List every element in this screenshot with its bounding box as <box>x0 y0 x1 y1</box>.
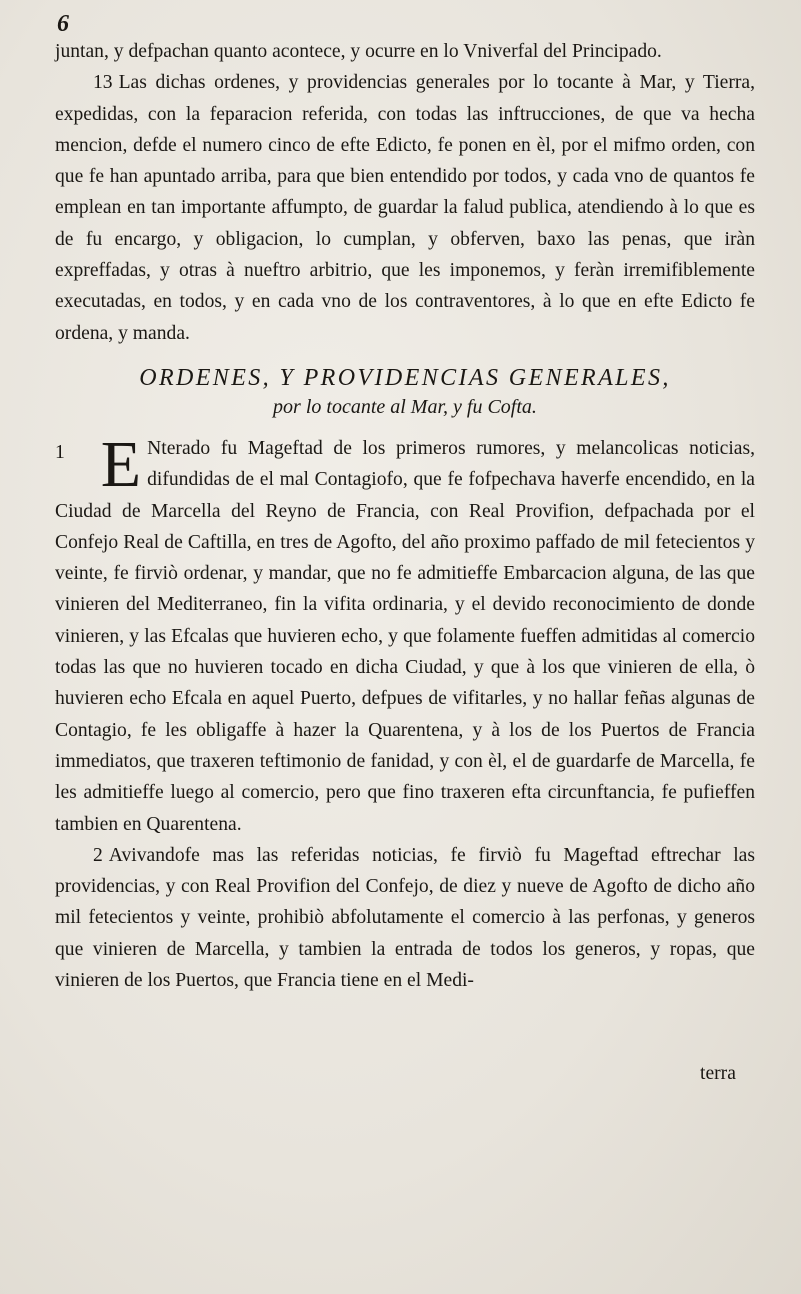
section-heading: ORDENES, Y PROVIDENCIAS GENERALES, <box>139 364 671 391</box>
paragraph-number: 2 <box>93 844 103 866</box>
paragraph-number: 1 <box>55 441 65 463</box>
section-subheading: por lo tocante al Mar, y fu Cofta. <box>273 395 537 418</box>
paragraph-2 <box>55 840 755 996</box>
paragraph-text: Las dichas ordenes, y providencias generales por lo tocante à Mar, y Tierra, expedidas, con la feparacion referida, con todas las inftrucciones, de que va hecha mencion, defde el numero cinco de efte Edicto, fe ponen en èl, por el mifmo orden, con que fe han apuntado arriba, para que bien entendido por todos, y cada vno de quantos fe emplean en tan importante affumpto, de guardar la falud publica, atendiendo à lo que es de fu encargo, y obligacion, lo cumplan, y obferven, baxo las penas, que iràn expreffadas, y otras à nueftro arbitrio, que les imponemos, y feràn irremifiblemente executadas, en todos, y en cada vno de los contraventores, à lo que en efte Edicto fe ordena, y manda. <box>55 72 755 344</box>
catchword: terra <box>700 1063 736 1084</box>
opening-paragraph: juntan, y defpachan quanto acontece, y ocurre en lo Vniverfal del Principado. <box>55 41 662 62</box>
paragraph-text: Avivandofe mas las referidas noticias, fe firviò fu Mageftad eftrechar las providencias, y con Real Provifion del Confejo, de diez y nueve de Agofto de dicho año mil fetecientos y veinte, prohibiò abfolutamente el comercio à las perfonas, y generos que vinieren de Marcella, y tambien la entrada de todos los generos, y ropas, que vinieren de los Puertos, que Francia tiene en el Medi- <box>55 844 755 992</box>
paragraph-number: 13 <box>93 72 113 94</box>
paragraph-1 <box>55 427 755 840</box>
page-number: 6 <box>57 11 69 37</box>
page-text-block <box>55 12 755 996</box>
paragraph-13 <box>55 67 755 349</box>
drop-cap: E <box>100 427 142 501</box>
paragraph-text: Nterado fu Mageftad de los primeros rumores, y melancolicas noticias, difundidas de el mal Contagiofo, que fe fofpechava haverfe encendido, en la Ciudad de Marcella del Reyno de Francia, con Real Provifion, defpachada por el Confejo Real de Caftilla, en tres de Agofto, del año proximo paffado de mil fetecientos y veinte, fe firviò ordenar, y mandar, que no fe admitieffe Embarcacion alguna, de las que vinieren del Mediterraneo, fin la vifita ordinaria, y el devido reconocimiento de donde vinieren, y las Efcalas que huvieren echo, y que folamente fueffen admitidas al comercio todas las que no huvieren tocado en dicha Ciudad, y que à los que vinieren de ella, ò huvieren echo Efcala en aquel Puerto, defpues de vifitarles, y no hallar feñas algunas de Contagio, fe les obligaffe à hazer la Quarentena, y à los de los Puertos de Francia immediatos, que traxeren teftimonio de fanidad, y con èl, el de guardarfe de Marcella, fe les admitieffe luego al comercio, pero que fino traxeren efta circunftancia, fe pufieffen tambien en Quarentena. <box>55 437 755 835</box>
